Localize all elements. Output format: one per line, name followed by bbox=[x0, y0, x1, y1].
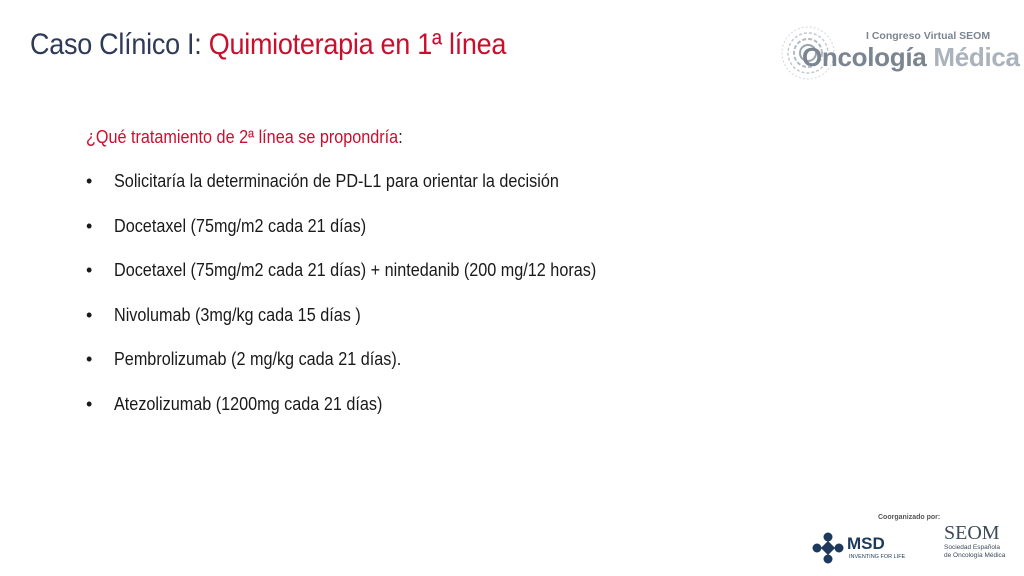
seom-line-1: Sociedad Española bbox=[944, 544, 1001, 551]
bullet-icon: • bbox=[86, 304, 93, 325]
list-item bbox=[86, 393, 650, 438]
option-text: Nivolumab (3mg/kg cada 15 días ) bbox=[114, 304, 361, 325]
congress-word-1: Oncología bbox=[802, 42, 927, 72]
list-item bbox=[86, 348, 650, 393]
slide-title-highlight: Quimioterapia en 1ª línea bbox=[208, 28, 507, 61]
seom-line-2: de Oncología Médica bbox=[944, 551, 1006, 559]
msd-tagline: INVENTING FOR LIFE bbox=[849, 554, 906, 560]
option-text: Pembrolizumab (2 mg/kg cada 21 días). bbox=[114, 349, 402, 370]
slide-title-prefix: Caso Clínico I: bbox=[30, 28, 209, 61]
bullet-icon: • bbox=[86, 215, 93, 236]
list-item bbox=[86, 259, 650, 304]
bullet-icon: • bbox=[86, 260, 93, 281]
msd-mark-icon bbox=[812, 532, 844, 564]
congress-name bbox=[802, 42, 1020, 73]
slide-title bbox=[30, 27, 506, 63]
question-text bbox=[86, 126, 403, 148]
congress-logo bbox=[778, 22, 1020, 84]
seom-logo bbox=[944, 522, 1014, 572]
seom-name: SEOM bbox=[944, 522, 1000, 544]
question-colon: : bbox=[398, 127, 403, 147]
option-text: Docetaxel (75mg/m2 cada 21 días) bbox=[114, 215, 367, 236]
list-item bbox=[86, 215, 650, 260]
option-text: Docetaxel (75mg/m2 cada 21 días) + nintedanib (200 mg/12 horas) bbox=[114, 260, 597, 281]
congress-word-2: Médica bbox=[933, 42, 1020, 72]
msd-name: MSD bbox=[847, 534, 885, 553]
option-text: Atezolizumab (1200mg cada 21 días) bbox=[114, 393, 383, 414]
bullet-icon: • bbox=[86, 171, 93, 191]
options-list bbox=[86, 170, 650, 438]
bullet-icon: • bbox=[86, 349, 93, 370]
bullet-icon: • bbox=[86, 393, 93, 414]
coorganized-label: Coorganizado por: bbox=[878, 514, 941, 521]
list-item bbox=[86, 170, 650, 215]
list-item bbox=[86, 304, 650, 349]
msd-logo bbox=[812, 530, 912, 566]
question-main: ¿Qué tratamiento de 2ª línea se propondría bbox=[86, 127, 399, 147]
option-text: Solicitaría la determinación de PD-L1 para orientar la decisión bbox=[114, 171, 559, 191]
congress-subtitle: I Congreso Virtual SEOM bbox=[866, 30, 991, 42]
